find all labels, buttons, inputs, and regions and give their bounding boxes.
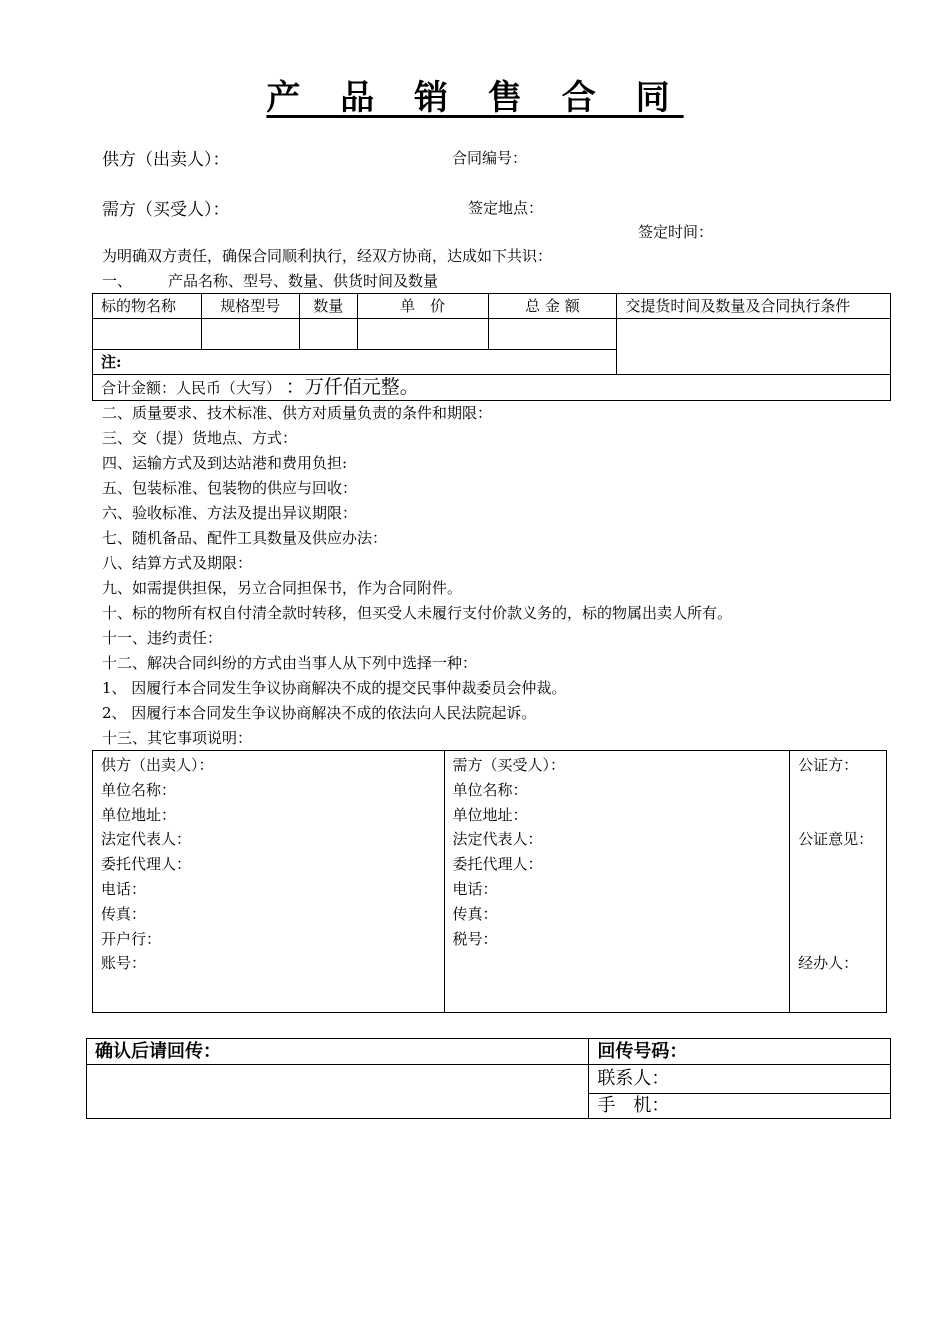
intro-text: 为明确双方责任，确保合同顺利执行，经双方协商，达成如下共识：: [102, 247, 553, 265]
notary-block: [790, 751, 887, 1013]
buyer-address: 单位地址：: [452, 805, 528, 824]
confirm-area[interactable]: [87, 1065, 589, 1119]
clauses-list: [102, 401, 732, 751]
total-label: 合计金额：人民币（大写）: [101, 379, 282, 397]
supplier-phone: 电话：: [101, 879, 147, 898]
clause-item: 2、 因履行本合同发生争议协商解决不成的依法向人民法院起诉。: [102, 704, 537, 722]
confirm-label: 确认后请回传：: [87, 1039, 589, 1065]
supplier-title: 供方（出卖人）：: [101, 756, 214, 774]
contact-label: 联系人：: [589, 1065, 891, 1094]
supplier-company: 单位名称：: [101, 780, 177, 799]
contract-title: 产 品 销 售 合 同: [266, 78, 684, 118]
header-unit-price: 单 价: [357, 294, 488, 319]
buyer-label: 需方（买受人）：: [102, 200, 230, 220]
buyer-tax-no: 税号：: [452, 929, 498, 948]
sign-time-label: 签定时间：: [638, 223, 714, 241]
cell-delivery[interactable]: [617, 319, 891, 375]
header-item-name: 标的物名称: [93, 294, 202, 319]
buyer-fax: 传真：: [452, 904, 498, 923]
product-table-header: [93, 294, 891, 319]
supplier-label: 供方（出卖人）：: [102, 150, 230, 170]
sign-place-label: 签定地点：: [468, 199, 544, 217]
notary-party: 公证方：: [798, 756, 859, 774]
clause-item: 五、包装标准、包装物的供应与回收：: [102, 479, 358, 497]
cell-unit-price[interactable]: [357, 319, 488, 350]
notary-opinion: 公证意见：: [798, 830, 874, 849]
clause-item: 六、验收标准、方法及提出异议期限：: [102, 504, 358, 522]
supplier-legal-rep: 法定代表人：: [101, 830, 192, 849]
clause-item: 十、标的物所有权自付清全款时转移，但买受人未履行支付价款义务的，标的物属出卖人所有。: [102, 604, 733, 622]
buyer-phone: 电话：: [452, 879, 498, 898]
clause-item: 二、质量要求、技术标准、供方对质量负责的条件和期限：: [102, 404, 493, 422]
section1-num: 一、: [102, 272, 133, 290]
supplier-fax: 传真：: [101, 904, 147, 923]
clause-item: 十一、违约责任：: [102, 629, 223, 647]
header-total: 总 金 额: [488, 294, 617, 319]
buyer-agent: 委托代理人：: [452, 855, 543, 874]
buyer-legal-rep: 法定代表人：: [452, 830, 543, 849]
cell-total[interactable]: [488, 319, 617, 350]
fax-table: [86, 1038, 891, 1119]
supplier-bank: 开户行：: [101, 929, 162, 948]
clause-item: 十二、解决合同纠纷的方式由当事人从下列中选择一种：: [102, 654, 478, 672]
supplier-account: 账号：: [101, 954, 147, 973]
cell-spec[interactable]: [201, 319, 299, 350]
clause-item: 八、结算方式及期限：: [102, 554, 253, 572]
contract-no-label: 合同编号：: [452, 149, 528, 167]
supplier-agent: 委托代理人：: [101, 855, 192, 874]
supplier-address: 单位地址：: [101, 805, 177, 824]
header-qty: 数量: [299, 294, 357, 319]
cell-qty[interactable]: [299, 319, 357, 350]
mobile-label: 手 机：: [589, 1094, 891, 1119]
header-spec: 规格型号: [201, 294, 299, 319]
total-row: [93, 375, 891, 401]
clause-item: 三、交（提）货地点、方式：: [102, 429, 298, 447]
buyer-block: [444, 751, 790, 1013]
party-table: [92, 750, 887, 1013]
fax-no-label: 回传号码：: [589, 1039, 891, 1065]
header-delivery: 交提货时间及数量及合同执行条件: [617, 294, 891, 319]
buyer-title: 需方（买受人）：: [452, 756, 566, 774]
clause-item: 十三、其它事项说明：: [102, 729, 253, 747]
notary-handler: 经办人：: [798, 954, 859, 973]
product-row: [93, 319, 891, 350]
clause-item: 1、 因履行本合同发生争议协商解决不成的提交民事仲裁委员会仲裁。: [102, 679, 567, 697]
total-value: ：万仟佰元整。: [285, 376, 419, 398]
supplier-block: [93, 751, 445, 1013]
clause-item: 四、运输方式及到达站港和费用负担:: [102, 454, 348, 472]
product-table: [92, 293, 891, 401]
buyer-company: 单位名称：: [452, 780, 528, 799]
section1-title: 产品名称、型号、数量、供货时间及数量: [168, 272, 439, 290]
clause-item: 九、如需提供担保，另立合同担保书，作为合同附件。: [102, 579, 463, 597]
clause-item: 七、随机备品、配件工具数量及供应办法：: [102, 529, 388, 547]
cell-item-name[interactable]: [93, 319, 202, 350]
note-label: 注:: [93, 350, 617, 375]
